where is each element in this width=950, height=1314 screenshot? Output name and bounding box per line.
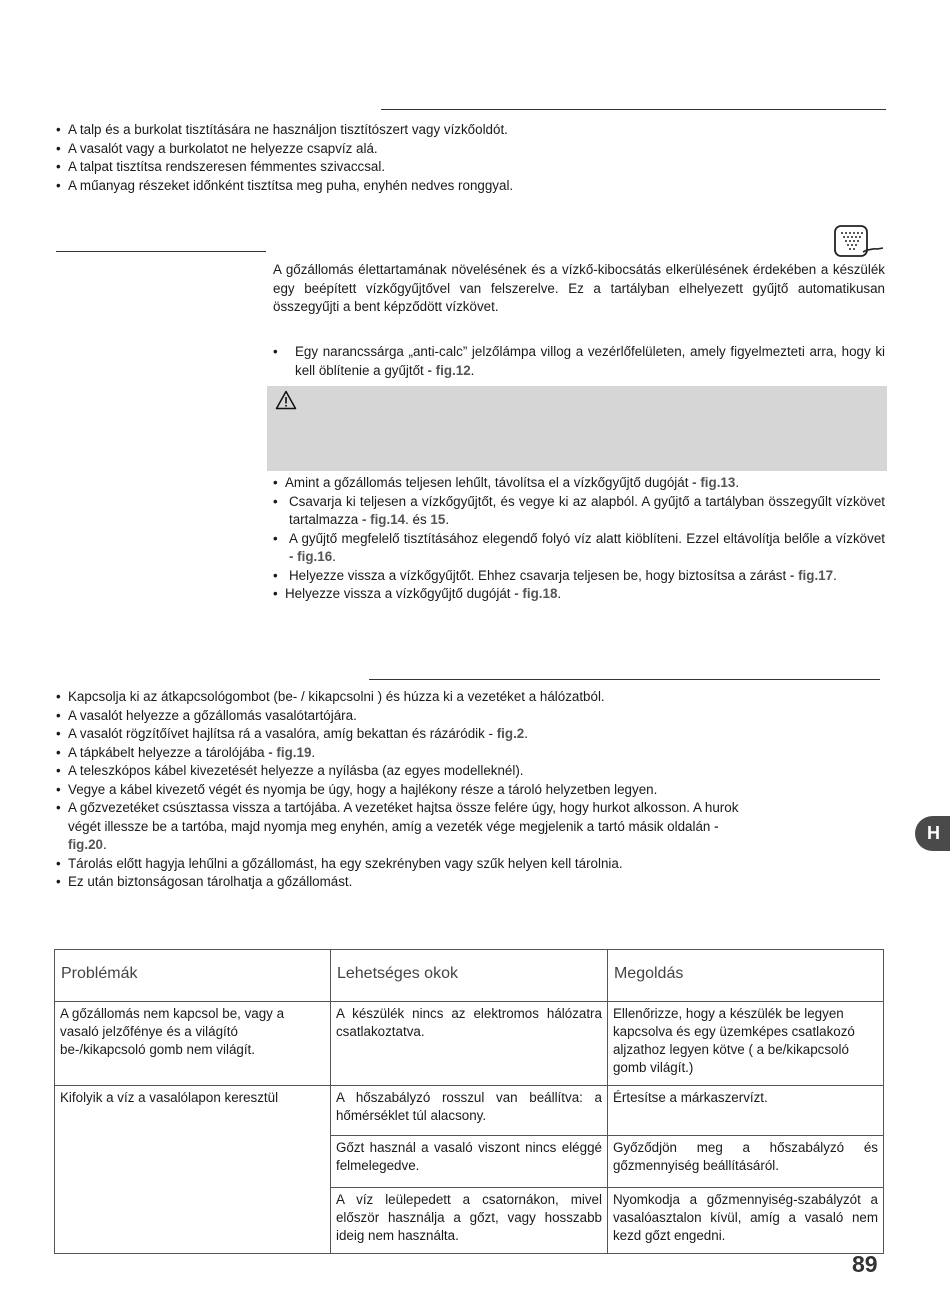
- fig-ref: - fig.17: [786, 567, 834, 583]
- lamp-end: .: [470, 362, 475, 378]
- list-item: • A talp és a burkolat tisztítására ne használjon tisztítószert vagy vízkőoldót.: [56, 121, 886, 140]
- lamp-text: Egy narancssárga „anti-calc” jelzőlámpa villog a vezérlőfelületen, amely figyelmezteti arra, hogy ki kell öblítenie a gyűjtőt: [295, 344, 885, 378]
- cause-cell: A hőszabályzó rosszul van beállítva: a hőmérséklet túl alacsony.: [330, 1086, 607, 1136]
- step-end: .: [332, 549, 336, 564]
- item-text: Vegye a kábel kivezető végét és nyomja be úgy, hogy a hajlékony része a tároló helyzetben legyen.: [68, 781, 658, 797]
- list-item: [273, 567, 885, 586]
- step-text: A gyűjtő megfelelő tisztításához elegendő folyó víz alatt kiöblíteni. Ezzel eltávolítja belőle a vízkövet: [289, 530, 885, 546]
- list-item: • A műanyag részeket időnként tisztítsa meg puha, enyhén nedves ronggyal.: [56, 177, 886, 196]
- list-item: [273, 343, 885, 380]
- fig-ref: - fig.13: [688, 475, 736, 490]
- list-item: [56, 725, 756, 744]
- item-text: A vasalót helyezze a gőzállomás vasalótartójára.: [68, 707, 357, 723]
- list-item: [273, 493, 885, 530]
- item-text: A teleszkópos kábel kivezetését helyezze a nyílásba (az egyes modelleknél).: [68, 763, 524, 778]
- fig-ref: - fig.18: [510, 586, 558, 601]
- step-end: .: [445, 512, 450, 527]
- step-mid: . és: [405, 512, 431, 527]
- fig-ref: - fig.12: [423, 362, 471, 378]
- list-item: [56, 688, 756, 707]
- section-rule-cleaning: [381, 109, 886, 110]
- section-rule-storage: [369, 679, 880, 680]
- table-header-row: [55, 950, 884, 1002]
- item-text: Ez után biztonságosan tárolhatja a gőzállomást.: [68, 874, 353, 889]
- cleaning-list: [56, 121, 886, 195]
- item-text: Tárolás előtt hagyja lehűlni a gőzállomást, ha egy szekrényben vagy szűk helyen kell tárolnia.: [68, 855, 623, 871]
- problem-cell: A gőzállomás nem kapcsol be, vagy a vasaló jelzőfénye és a világító be-/kikapcsoló gomb nem világít.: [55, 1002, 331, 1086]
- fig-ref: - fig.16: [289, 549, 333, 564]
- list-item: [56, 744, 756, 763]
- item-text: A tápkábelt helyezze a tárolójába: [68, 744, 265, 760]
- anti-calc-collector-icon: [833, 224, 885, 264]
- problem-cell: Kifolyik a víz a vasalólapon keresztül: [55, 1086, 331, 1254]
- step-end: .: [557, 586, 562, 601]
- list-item: [56, 799, 756, 855]
- table-row: [55, 1002, 884, 1086]
- list-item: [56, 781, 756, 800]
- fig-ref: - fig.19: [264, 744, 312, 760]
- list-item: [273, 585, 885, 604]
- column-header-solution: Megoldás: [607, 950, 883, 1002]
- solution-cell: Győződjön meg a hőszabályzó és gőzmennyiség beállításáról.: [607, 1136, 883, 1188]
- fig-ref: 15: [430, 512, 446, 527]
- storage-list: [56, 688, 756, 892]
- step-text: Helyezze vissza a vízkőgyűjtő dugóját: [285, 586, 511, 601]
- troubleshooting-table: [54, 949, 884, 1254]
- table-row: [55, 1086, 884, 1136]
- warning-triangle-icon: [275, 390, 297, 410]
- column-header-causes: Lehetséges okok: [330, 950, 607, 1002]
- list-item: [56, 707, 756, 726]
- list-item: • A talpat tisztítsa rendszeresen fémmentes szivaccsal.: [56, 158, 886, 177]
- step-text: Csavarja ki teljesen a vízkőgyűjtőt, és vegye ki az alapból. A gyűjtő a tartályban összegyűlt vízkövet tartalmazza: [289, 493, 885, 527]
- cause-cell: A víz leülepedett a csatornákon, mivel először használja a gőzt, vagy hosszabb ideig nem használta.: [330, 1188, 607, 1254]
- solution-cell: Nyomkodja a gőzmennyiség-szabályzót a vasalóasztalon kívül, amíg a vasaló nem kezd gőzt engedni.: [607, 1188, 883, 1254]
- fig-ref: - fig.14: [358, 512, 406, 527]
- page-number: 89: [852, 1251, 878, 1277]
- item-end: .: [102, 837, 107, 852]
- list-item: [56, 762, 756, 781]
- fig-ref: fig.2: [493, 726, 525, 741]
- language-tab: H: [915, 816, 950, 851]
- item-end: .: [524, 726, 528, 741]
- item-text: Kapcsolja ki az átkapcsológombot (be- / kikapcsolni ) és húzza ki a vezetéket a hálózatból.: [68, 689, 605, 704]
- step-end: .: [833, 567, 837, 583]
- cause-cell: A készülék nincs az elektromos hálózatra csatlakoztatva.: [330, 1002, 607, 1086]
- item-end: .: [311, 744, 316, 760]
- cause-cell: Gőzt használ a vasaló viszont nincs eléggé felmelegedve.: [330, 1136, 607, 1188]
- list-item: [273, 530, 885, 567]
- solution-cell: Ellenőrizze, hogy a készülék be legyen kapcsolva és egy üzemképes csatlakozó aljzathoz legyen kötve ( a be/kikapcsoló gomb világít.): [607, 1002, 883, 1086]
- item-text: A vasalót rögzítőívet hajlítsa rá a vasalóra, amíg bekattan és rázáródik -: [68, 726, 493, 741]
- step-end: .: [735, 475, 740, 490]
- list-item: [56, 873, 756, 892]
- fig-ref: - fig.20: [68, 818, 719, 852]
- anticalc-steps: [273, 474, 885, 604]
- step-text: Helyezze vissza a vízkőgyűjtőt. Ehhez csavarja teljesen be, hogy biztosítsa a zárást: [289, 567, 787, 583]
- warning-box: [267, 386, 887, 471]
- step-text: Amint a gőzállomás teljesen lehűlt, távolítsa el a vízkőgyűjtő dugóját: [285, 475, 689, 490]
- section-rule-anticalc: [56, 251, 266, 252]
- column-header-problems: Problémák: [55, 950, 331, 1002]
- item-text: A gőzvezetéket csúsztassa vissza a tartójába. A vezetéket hajtsa össze felére úgy, hogy hurkot alkosson. A hurok végét illessze be a tartóba, majd nyomja meg enyhén, amíg a vezeték vége megjelenik a tartó másik oldalán: [68, 800, 739, 834]
- anticalc-lamp-list: [273, 343, 885, 380]
- list-item: [273, 474, 885, 493]
- list-item: • A vasalót vagy a burkolatot ne helyezze csapvíz alá.: [56, 140, 886, 159]
- anticalc-intro: A gőzállomás élettartamának növelésének és a vízkő-kibocsátás elkerülésének érdekében a készülék egy beépített vízkőgyűjtővel van felszerelve. Ez a tartályban elhelyezett gyűjtő automatikusan összegyűjti a bent képződött vízkövet.: [273, 262, 885, 314]
- list-item: [56, 855, 756, 874]
- solution-cell: Értesítse a márkaszervízt.: [607, 1086, 883, 1136]
